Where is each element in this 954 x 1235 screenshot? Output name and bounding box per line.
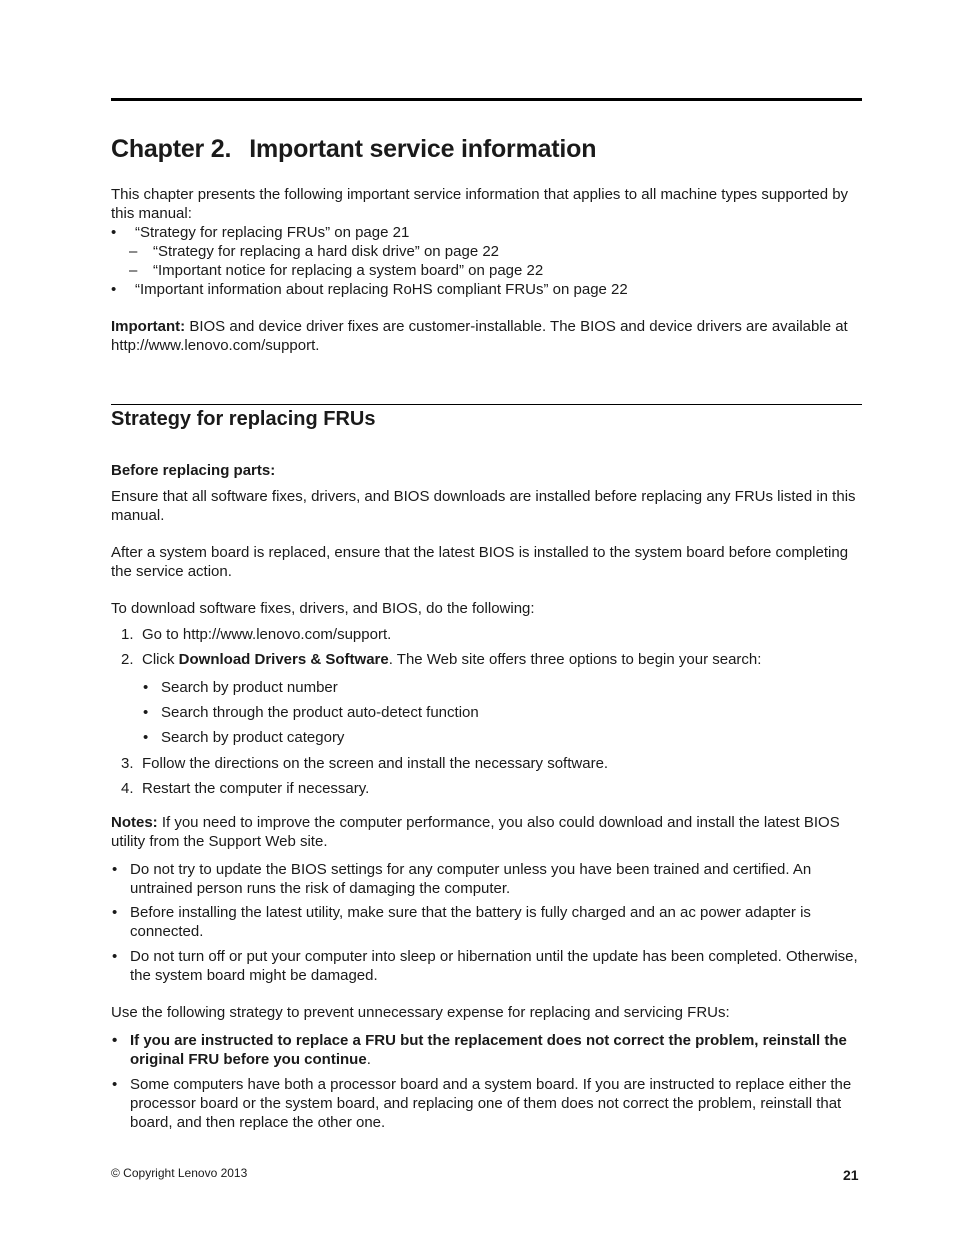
toc-link-system-board[interactable]: “Important notice for replacing a system board” on page 22 [153, 262, 544, 279]
notes-bullet: Do not turn off or put your computer into sleep or hibernation until the update has been completed. Otherwise, the system board might be damaged. [130, 948, 858, 984]
notes-bullet: Do not try to update the BIOS settings for any computer unless you have been trained and certified. An untrained person runs the risk of damaging the computer. [130, 861, 812, 897]
page-number: 21 [843, 1167, 859, 1183]
toc-link-rohs[interactable]: “Important information about replacing RoHS compliant FRUs” on page 22 [135, 281, 628, 298]
chapter-intro: This chapter presents the following important service information that applies to all machine types supported by this manual: [111, 186, 849, 222]
chapter-title-text: Important service information [249, 135, 597, 163]
para-after: After a system board is replaced, ensure that the latest BIOS is installed to the system board before completing the service action. [111, 544, 849, 580]
step-text [142, 650, 761, 669]
step-text: Follow the directions on the screen and install the necessary software. [142, 755, 609, 772]
toc-dash: – [129, 262, 138, 279]
bullet-dot: • [112, 904, 118, 921]
important-label: Important: [111, 318, 186, 335]
toc-link-strategy[interactable]: “Strategy for replacing FRUs” on page 21 [135, 224, 410, 241]
bullet-dot: • [143, 729, 149, 746]
step-text: Go to http://www.lenovo.com/support. [142, 626, 392, 643]
notes-text: If you need to improve the computer performance, you also could download and install the latest BIOS utility from the Support Web site. [111, 814, 840, 850]
para-ensure: Ensure that all software fixes, drivers, and BIOS downloads are installed before replacing any FRUs listed in this manual. [111, 488, 856, 524]
toc-bullet: • [111, 281, 117, 298]
bullet-dot: • [143, 704, 149, 721]
search-option: Search through the product auto-detect function [161, 704, 479, 721]
bullet-dot: • [112, 1076, 118, 1093]
step-text-pre: Click [142, 651, 179, 668]
important-note [111, 317, 866, 355]
chapter-title [111, 135, 596, 164]
strategy-bullet: Some computers have both a processor board and a system board. If you are instructed to replace either the processor board or the system board, and replacing one of them does not correct the problem, reinstall that board, and then replace the other one. [130, 1076, 852, 1131]
important-text: BIOS and device driver fixes are customer-installable. The BIOS and device drivers are available at http://www.lenovo.com/support. [111, 318, 848, 354]
para-download: To download software fixes, drivers, and BIOS, do the following: [111, 600, 535, 617]
bullet-dot: • [112, 1032, 118, 1049]
strategy-bold-end: . [366, 1051, 371, 1068]
step-number: 2. [121, 651, 134, 668]
strategy-bold-text: If you are instructed to replace a FRU but the replacement does not correct the problem, reinstall the original FRU before you continue [130, 1032, 847, 1068]
notes-label: Notes: [111, 814, 158, 831]
top-rule [111, 98, 862, 101]
download-drivers-label: Download Drivers & Software [178, 651, 389, 668]
notes-bullet: Before installing the latest utility, make sure that the battery is fully charged and an ac power adapter is connected. [130, 904, 811, 940]
step-text-post: . The Web site offers three options to begin your search: [388, 651, 762, 668]
section-title: Strategy for replacing FRUs [111, 408, 376, 430]
before-replacing-heading: Before replacing parts: [111, 462, 276, 479]
strategy-intro: Use the following strategy to prevent unnecessary expense for replacing and servicing FRUs: [111, 1004, 730, 1021]
step-number: 1. [121, 626, 134, 643]
copyright: © Copyright Lenovo 2013 [111, 1166, 248, 1180]
notes-paragraph [111, 813, 851, 851]
toc-link-hdd[interactable]: “Strategy for replacing a hard disk drive” on page 22 [153, 243, 500, 260]
step-number: 3. [121, 755, 134, 772]
bullet-dot: • [112, 948, 118, 965]
toc-bullet: • [111, 224, 117, 241]
bullet-dot: • [112, 861, 118, 878]
section-rule [111, 404, 862, 405]
strategy-bullet-bold [130, 1031, 858, 1069]
search-option: Search by product category [161, 729, 345, 746]
step-number: 4. [121, 780, 134, 797]
chapter-number: Chapter 2. [111, 135, 232, 163]
toc-dash: – [129, 243, 138, 260]
bullet-dot: • [143, 679, 149, 696]
step-text: Restart the computer if necessary. [142, 780, 370, 797]
search-option: Search by product number [161, 679, 338, 696]
